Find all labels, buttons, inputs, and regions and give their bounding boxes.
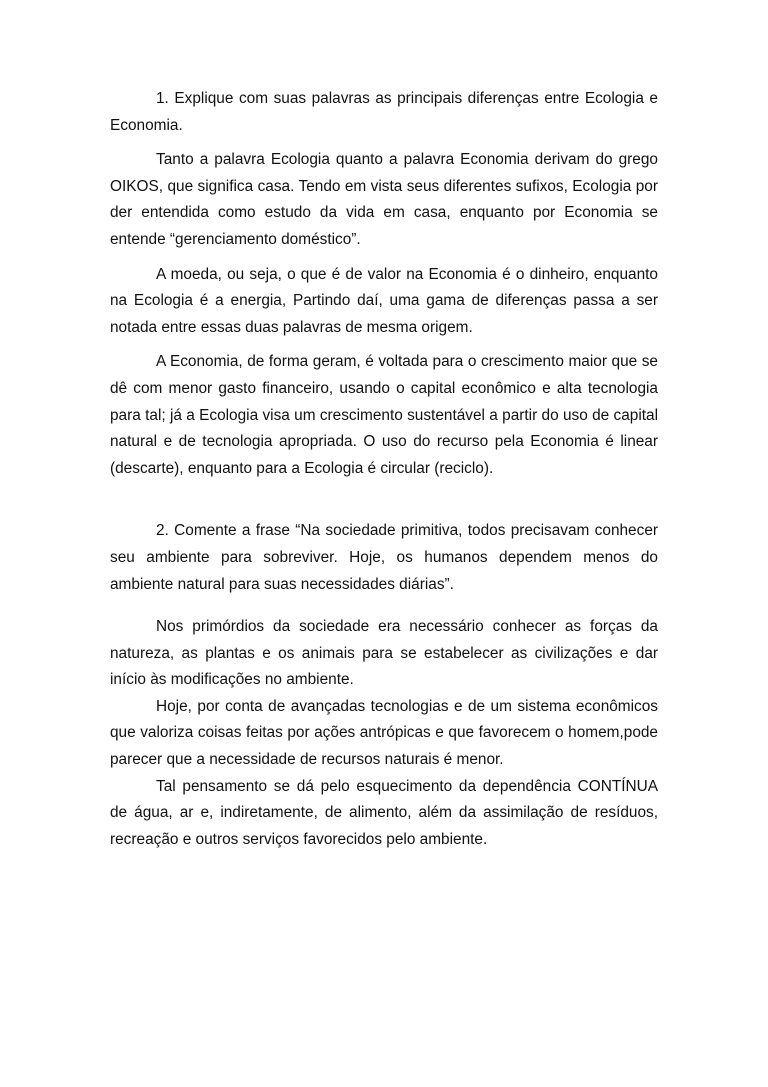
answer-1-paragraph-1: Tanto a palavra Ecologia quanto a palavra Economia derivam do grego OIKOS, que significa casa. Tendo em vista seus diferentes sufixos, Ecologia por der entendida como estudo da vida em casa, enquanto por Economia se entende “gerenciamento doméstico”.: [110, 151, 658, 248]
answer-1-paragraph-2: A moeda, ou seja, o que é de valor na Economia é o dinheiro, enquanto na Ecologia é a energia, Partindo daí, uma gama de diferenças passa a ser notada entre essas duas palavras de mesma origem.: [110, 265, 658, 336]
answer-2-paragraph-2: Hoje, por conta de avançadas tecnologias e de um sistema econômicos que valoriza coisas feitas por ações antrópicas e que favorecem o homem,pode parecer que a necessidade de recursos naturais é menor.: [110, 697, 658, 769]
answer-1-paragraph-3: A Economia, de forma geram, é voltada para o crescimento maior que se dê com menor gasto financeiro, usando o capital econômico e alta tecnologia para tal; já a Ecologia visa um crescimento sustentável a partir do uso de capital natural e de tecnologia apropriada. O uso do recurso pela Economia é linear (descarte), enquanto para a Ecologia é circular (reciclo).: [110, 353, 658, 477]
question-2: 2. Comente a frase “Na sociedade primitiva, todos precisavam conhecer seu ambiente para sobreviver. Hoje, os humanos dependem menos do ambiente natural para suas necessidades diárias”.: [110, 522, 658, 593]
answer-2-paragraph-1: Nos primórdios da sociedade era necessário conhecer as forças da natureza, as plantas e os animais para se estabelecer as civilizações e dar início às modificações no ambiente.: [110, 618, 658, 689]
document-page: [110, 86, 658, 853]
question-1: 1. Explique com suas palavras as principais diferenças entre Ecologia e Economia.: [110, 90, 658, 134]
answer-2-paragraph-3: Tal pensamento se dá pelo esquecimento da dependência CONTÍNUA de água, ar e, indiretamente, de alimento, além da assimilação de resíduos, recreação e outros serviços favorecidos pelo ambiente.: [110, 777, 658, 848]
